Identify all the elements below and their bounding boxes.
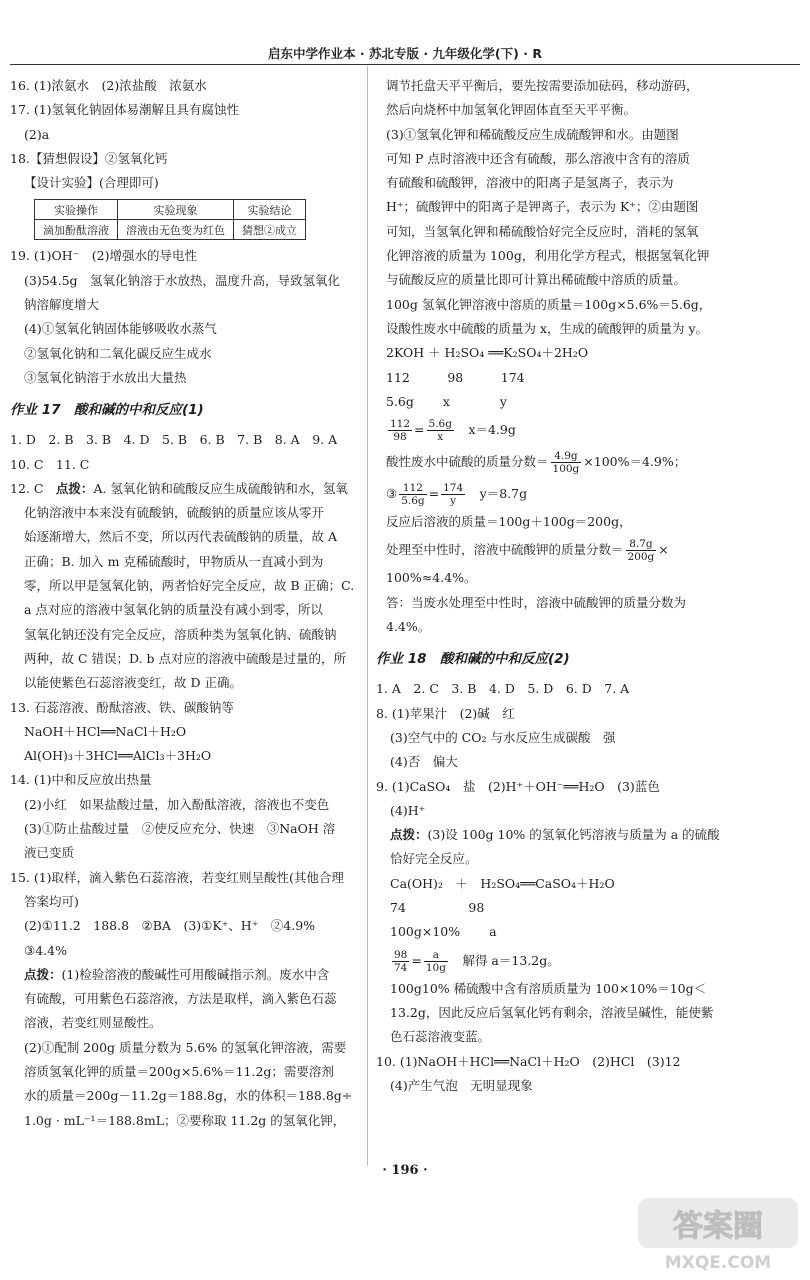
fraction: [441, 482, 465, 507]
fraction: [551, 450, 582, 475]
table-header-cell: 实验现象: [118, 200, 234, 220]
answer-13-1: 13. 石蕊溶液、酚酞溶液、铁、碳酸钠等: [10, 699, 234, 715]
hint-label: 点拨：: [55, 480, 94, 496]
answer-12-9: 以能使紫色石蕊溶液变红，故 D 正确。: [24, 675, 242, 691]
fraction-num: 112: [390, 418, 411, 431]
k2so4-fraction-line: [376, 534, 796, 566]
answer-9-4: 恰好完全反应。: [390, 851, 478, 867]
right-line-7: 可知，当氢氧化钾和稀硫酸恰好完全反应时，消耗的氢氧: [386, 223, 699, 239]
hint-label: 点拨：: [390, 827, 428, 843]
fraction-num: 174: [443, 482, 464, 495]
answers-1-7: 1. A 2. C 3. B 4. D 5. D 6. D 7. A: [376, 681, 630, 697]
answer-9-10: 13.2g，因此反应后氢氧化钙有剩余，溶液呈碱性，能使紫: [390, 1004, 714, 1020]
fraction: [388, 418, 412, 443]
answer-9-1: 9. (1)CaSO₄ 盐 (2)H⁺＋OH⁻══H₂O (3)蓝色: [376, 778, 660, 794]
fraction-den: 74: [394, 961, 408, 974]
answer-9-3-text: (3)设 100g 10% 的氢氧化钙溶液与质量为 a 的硫酸: [427, 827, 720, 843]
answer-14-4: 液已变质: [24, 845, 75, 861]
logo-text: 答案圈: [673, 1209, 763, 1244]
right-line-4: 可知 P 点时溶液中还含有硫酸，那么溶液中含有的溶质: [386, 150, 690, 166]
acid-fraction-label: 酸性废水中硫酸的质量分数＝: [386, 454, 549, 470]
fraction-num: a: [424, 949, 448, 962]
answer-15-9: 溶质氢氧化钾的质量＝200g×5.6%＝11.2g；需要溶剂: [24, 1063, 334, 1079]
fraction: [392, 949, 409, 974]
k2so4-fraction-times: ×: [658, 542, 669, 558]
result-y: y＝8.7g: [467, 486, 528, 502]
fraction-den: 5.6g: [401, 495, 425, 508]
answer-9-11: 色石蕊溶液变蓝。: [390, 1029, 491, 1045]
answer-13-3: Al(OH)₃＋3HCl══AlCl₃＋3H₂O: [24, 748, 212, 764]
acid-fraction-line: [376, 446, 796, 478]
step-marker: ③: [386, 486, 398, 502]
fraction-num: 8.7g: [626, 538, 657, 551]
answer-18-2: 【设计实验】(合理即可): [24, 175, 159, 191]
section-heading-18: 作业 18 酸和碱的中和反应(2): [376, 651, 570, 668]
answer-15-7: 溶液，若变红则显酸性。: [24, 1015, 162, 1031]
result-x: x＝4.9g: [455, 422, 516, 438]
running-header: 启东中学作业本 · 苏北专版 · 九年级化学(下) · R: [268, 46, 542, 61]
fraction-num: 4.9g: [551, 450, 582, 463]
section-heading-17: 作业 17 酸和碱的中和反应(1): [10, 402, 204, 419]
answer-8-2: (3)空气中的 CO₂ 与水反应生成碳酸 强: [390, 729, 616, 745]
right-line-10: 100g 氢氧化钾溶液中溶质的质量＝100g×5.6%＝5.6g，: [386, 296, 712, 312]
answer-14-2: (2)小红 如果盐酸过量，加入酚酞溶液，溶液也不变色: [24, 796, 330, 812]
answer-12-3: 始逐渐增大，然后不变，所以丙代表硫酸钠的质量，故 A: [24, 529, 338, 545]
answer-17-2: (2)a: [24, 126, 50, 142]
answer-12-text: A. 氢氧化钠和硫酸反应生成硫酸钠和水，氢氧: [93, 480, 348, 496]
mass-row-2: 100g×10% a: [390, 924, 497, 940]
right-line-2: 然后向烧杯中加氢氧化钾固体直至天平平衡。: [386, 102, 637, 118]
answer-17-1: 17. (1)氢氧化钠固体易潮解且具有腐蚀性: [10, 102, 240, 118]
answer-19-1: 19. (1)OH⁻ (2)增强水的导电性: [10, 248, 198, 264]
answer-12-lead: 12. C: [10, 480, 56, 496]
answer-15-3: (2)①11.2 188.8 ②BA (3)①K⁺、H⁺ ②4.9%: [24, 918, 316, 934]
answer-9-9: 100g10% 稀硫酸中含有溶质质量为 100×10%＝10g＜: [390, 980, 707, 996]
right-line-9: 与硫酸反应的质量比即可计算出稀硫酸中溶质的质量。: [386, 272, 687, 288]
answer-19-2: (3)54.5g 氢氧化钠溶于水放热，温度升高，导致氢氧化: [24, 272, 341, 288]
table-cell: 溶液由无色变为红色: [118, 220, 234, 240]
right-line-20: 100%≈4.4%。: [386, 570, 477, 586]
fraction-num: 98: [394, 948, 408, 961]
equation-koh: 2KOH ＋ H₂SO₄ ══K₂SO₄＋2H₂O: [386, 345, 589, 361]
table-row: [35, 220, 306, 240]
page-number: · 196 ·: [382, 1163, 428, 1178]
right-line-11: 设酸性废水中硫酸的质量为 x，生成的硫酸钾的质量为 y。: [386, 320, 709, 336]
right-line-5: 有硫酸和硫酸钾，溶液中的阳离子是氢离子，表示为: [386, 175, 674, 191]
answer-15-5: [10, 963, 360, 987]
answer-15-2: 答案均可): [24, 893, 79, 909]
answer-9-2: (4)H⁺: [390, 802, 426, 818]
fraction-num: 5.6g: [428, 418, 452, 431]
fraction: [399, 482, 426, 507]
fraction-den: 10g: [425, 961, 446, 974]
right-line-22: 4.4%。: [386, 619, 431, 635]
acid-fraction-result: ×100%＝4.9%；: [583, 454, 687, 470]
fraction: [424, 949, 448, 974]
fraction-num: 112: [399, 482, 426, 495]
answer-12-5: 零，所以甲是氢氧化钠，两者恰好完全反应，故 B 正确；C.: [24, 578, 355, 594]
k2so4-fraction-label: 处理至中性时，溶液中硫酸钾的质量分数＝: [386, 542, 624, 558]
right-line-21: 答：当废水处理至中性时，溶液中硫酸钾的质量分数为: [386, 594, 687, 610]
equation-caoh2: Ca(OH)₂ ＋ H₂SO₄══CaSO₄＋H₂O: [390, 875, 615, 891]
answer-15-8: (2)①配制 200g 质量分数为 5.6% 的氢氧化钾溶液，需要: [24, 1039, 347, 1055]
answer-15-1: 15. (1)取样，滴入紫色石蕊溶液，若变红则呈酸性(其他合理: [10, 869, 344, 885]
fraction-den: y: [450, 495, 457, 508]
watermark-logo: [636, 1196, 800, 1274]
header-rule: [10, 64, 800, 65]
answer-12-2: 化钠溶液中本来没有硫酸钠，硫酸钠的质量应该从零开: [24, 505, 325, 521]
answers-10-11: 10. C 11. C: [10, 456, 90, 472]
proportion-x: $\frac{112}{98}$ = $\frac{5.6g}{x}$ x＝4.9g: [390, 418, 516, 444]
answer-19-3: 钠溶解度增大: [24, 297, 100, 313]
proportion-a: $\frac{98}{74}$ = $\frac{a}{10g}$ 解得 a＝13.2g。: [394, 948, 560, 974]
answer-12-6: a 点对应的溶液中氢氧化钠的质量没有减小到零，所以: [24, 602, 323, 618]
answer-12-1: [10, 477, 360, 501]
fraction-den: x: [437, 431, 444, 444]
table-cell: 猜想②成立: [234, 220, 306, 240]
table-cell: 滴加酚酞溶液: [35, 220, 118, 240]
molar-mass-row-2: 74 98: [390, 900, 485, 916]
answer-8-1: 8. (1)苹果汁 (2)碱 红: [376, 705, 515, 721]
answer-15-6: 有硫酸，可用紫色石蕊溶液，方法是取样，滴入紫色石蕊: [24, 991, 337, 1007]
answer-19-5: ②氢氧化钠和二氧化碳反应生成水: [24, 345, 212, 361]
answer-15-11: 1.0g · mL⁻¹＝188.8mL；②要称取 11.2g 的氢氧化钾，: [24, 1112, 346, 1128]
answer-12-4: 正确；B. 加入 m 克稀硫酸时，甲物质从一直减小到为: [24, 553, 324, 569]
right-line-1: 调节托盘天平平衡后，要先按需要添加砝码，移动游码，: [386, 78, 699, 93]
answer-10-1: 10. (1)NaOH＋HCl══NaCl＋H₂O (2)HCl (3)12: [376, 1053, 681, 1069]
answer-13-2: NaOH＋HCl══NaCl＋H₂O: [24, 723, 187, 739]
fraction: [626, 538, 657, 563]
mass-row: 5.6g x y: [386, 393, 507, 409]
column-divider: [367, 66, 368, 1166]
table-header-row: [35, 200, 306, 220]
answer-14-3: (3)①防止盐酸过量 ②使反应充分、快速 ③NaOH 溶: [24, 821, 336, 837]
answers-1-9: 1. D 2. B 3. B 4. D 5. B 6. B 7. B 8. A 9. A: [10, 432, 338, 448]
answer-15-5-text: (1)检验溶液的酸碱性可用酸碱指示剂。废水中含: [61, 966, 330, 982]
answer-19-6: ③氢氧化钠溶于水放出大量热: [24, 369, 187, 385]
answer-9-3: [376, 823, 796, 847]
hint-label: 点拨：: [24, 966, 62, 982]
result-a: 解得 a＝13.2g。: [449, 952, 560, 968]
answer-16: 16. (1)浓氨水 (2)浓盐酸 浓氨水: [10, 78, 207, 93]
right-line-8: 化钾溶液的质量为 100g，利用化学方程式，根据氢氧化钾: [386, 248, 710, 264]
answer-10-2: (4)产生气泡 无明显现象: [390, 1077, 533, 1093]
answer-14-1: 14. (1)中和反应放出热量: [10, 772, 152, 788]
answer-18-1: 18.【猜想假设】②氢氧化钙: [10, 150, 168, 166]
right-column: [376, 74, 796, 1098]
answer-12-7: 氢氧化钠还没有完全反应，溶质种类为氢氧化钠、硫酸钠: [24, 626, 337, 642]
molar-mass-row: 112 98 174: [386, 369, 525, 385]
proportion-y: ③ $\frac{112}{5.6g}$ = $\frac{174}{y}$ y＝8.7g: [386, 482, 528, 508]
right-line-6: H⁺；硫酸钾中的阳离子是钾离子，表示为 K⁺；②由题图: [386, 199, 699, 215]
fraction: [427, 418, 454, 443]
right-line-18: 反应后溶液的质量＝100g＋100g＝200g，: [386, 514, 632, 530]
right-line-3: (3)①氢氧化钾和稀硫酸反应生成硫酸钾和水。由题图: [386, 126, 679, 142]
table-header-cell: 实验操作: [35, 200, 118, 220]
answer-15-4: ③4.4%: [24, 942, 67, 958]
left-column: [10, 74, 360, 1133]
answer-15-10: 水的质量＝200g－11.2g＝188.8g，水的体积＝188.8g÷: [24, 1088, 353, 1104]
answer-19-4: (4)①氢氧化钠固体能够吸收水蒸气: [24, 321, 217, 337]
fraction-den: 100g: [552, 463, 580, 476]
fraction-den: 98: [393, 431, 407, 444]
answer-12-8: 两种，故 C 错误；D. b 点对应的溶液中硫酸是过量的，所: [24, 650, 347, 666]
fraction-den: 200g: [627, 551, 655, 564]
experiment-table: [34, 199, 306, 240]
answer-8-3: (4)否 偏大: [390, 754, 458, 770]
logo-url: MXQE.COM: [664, 1253, 772, 1273]
table-header-cell: 实验结论: [234, 200, 306, 220]
